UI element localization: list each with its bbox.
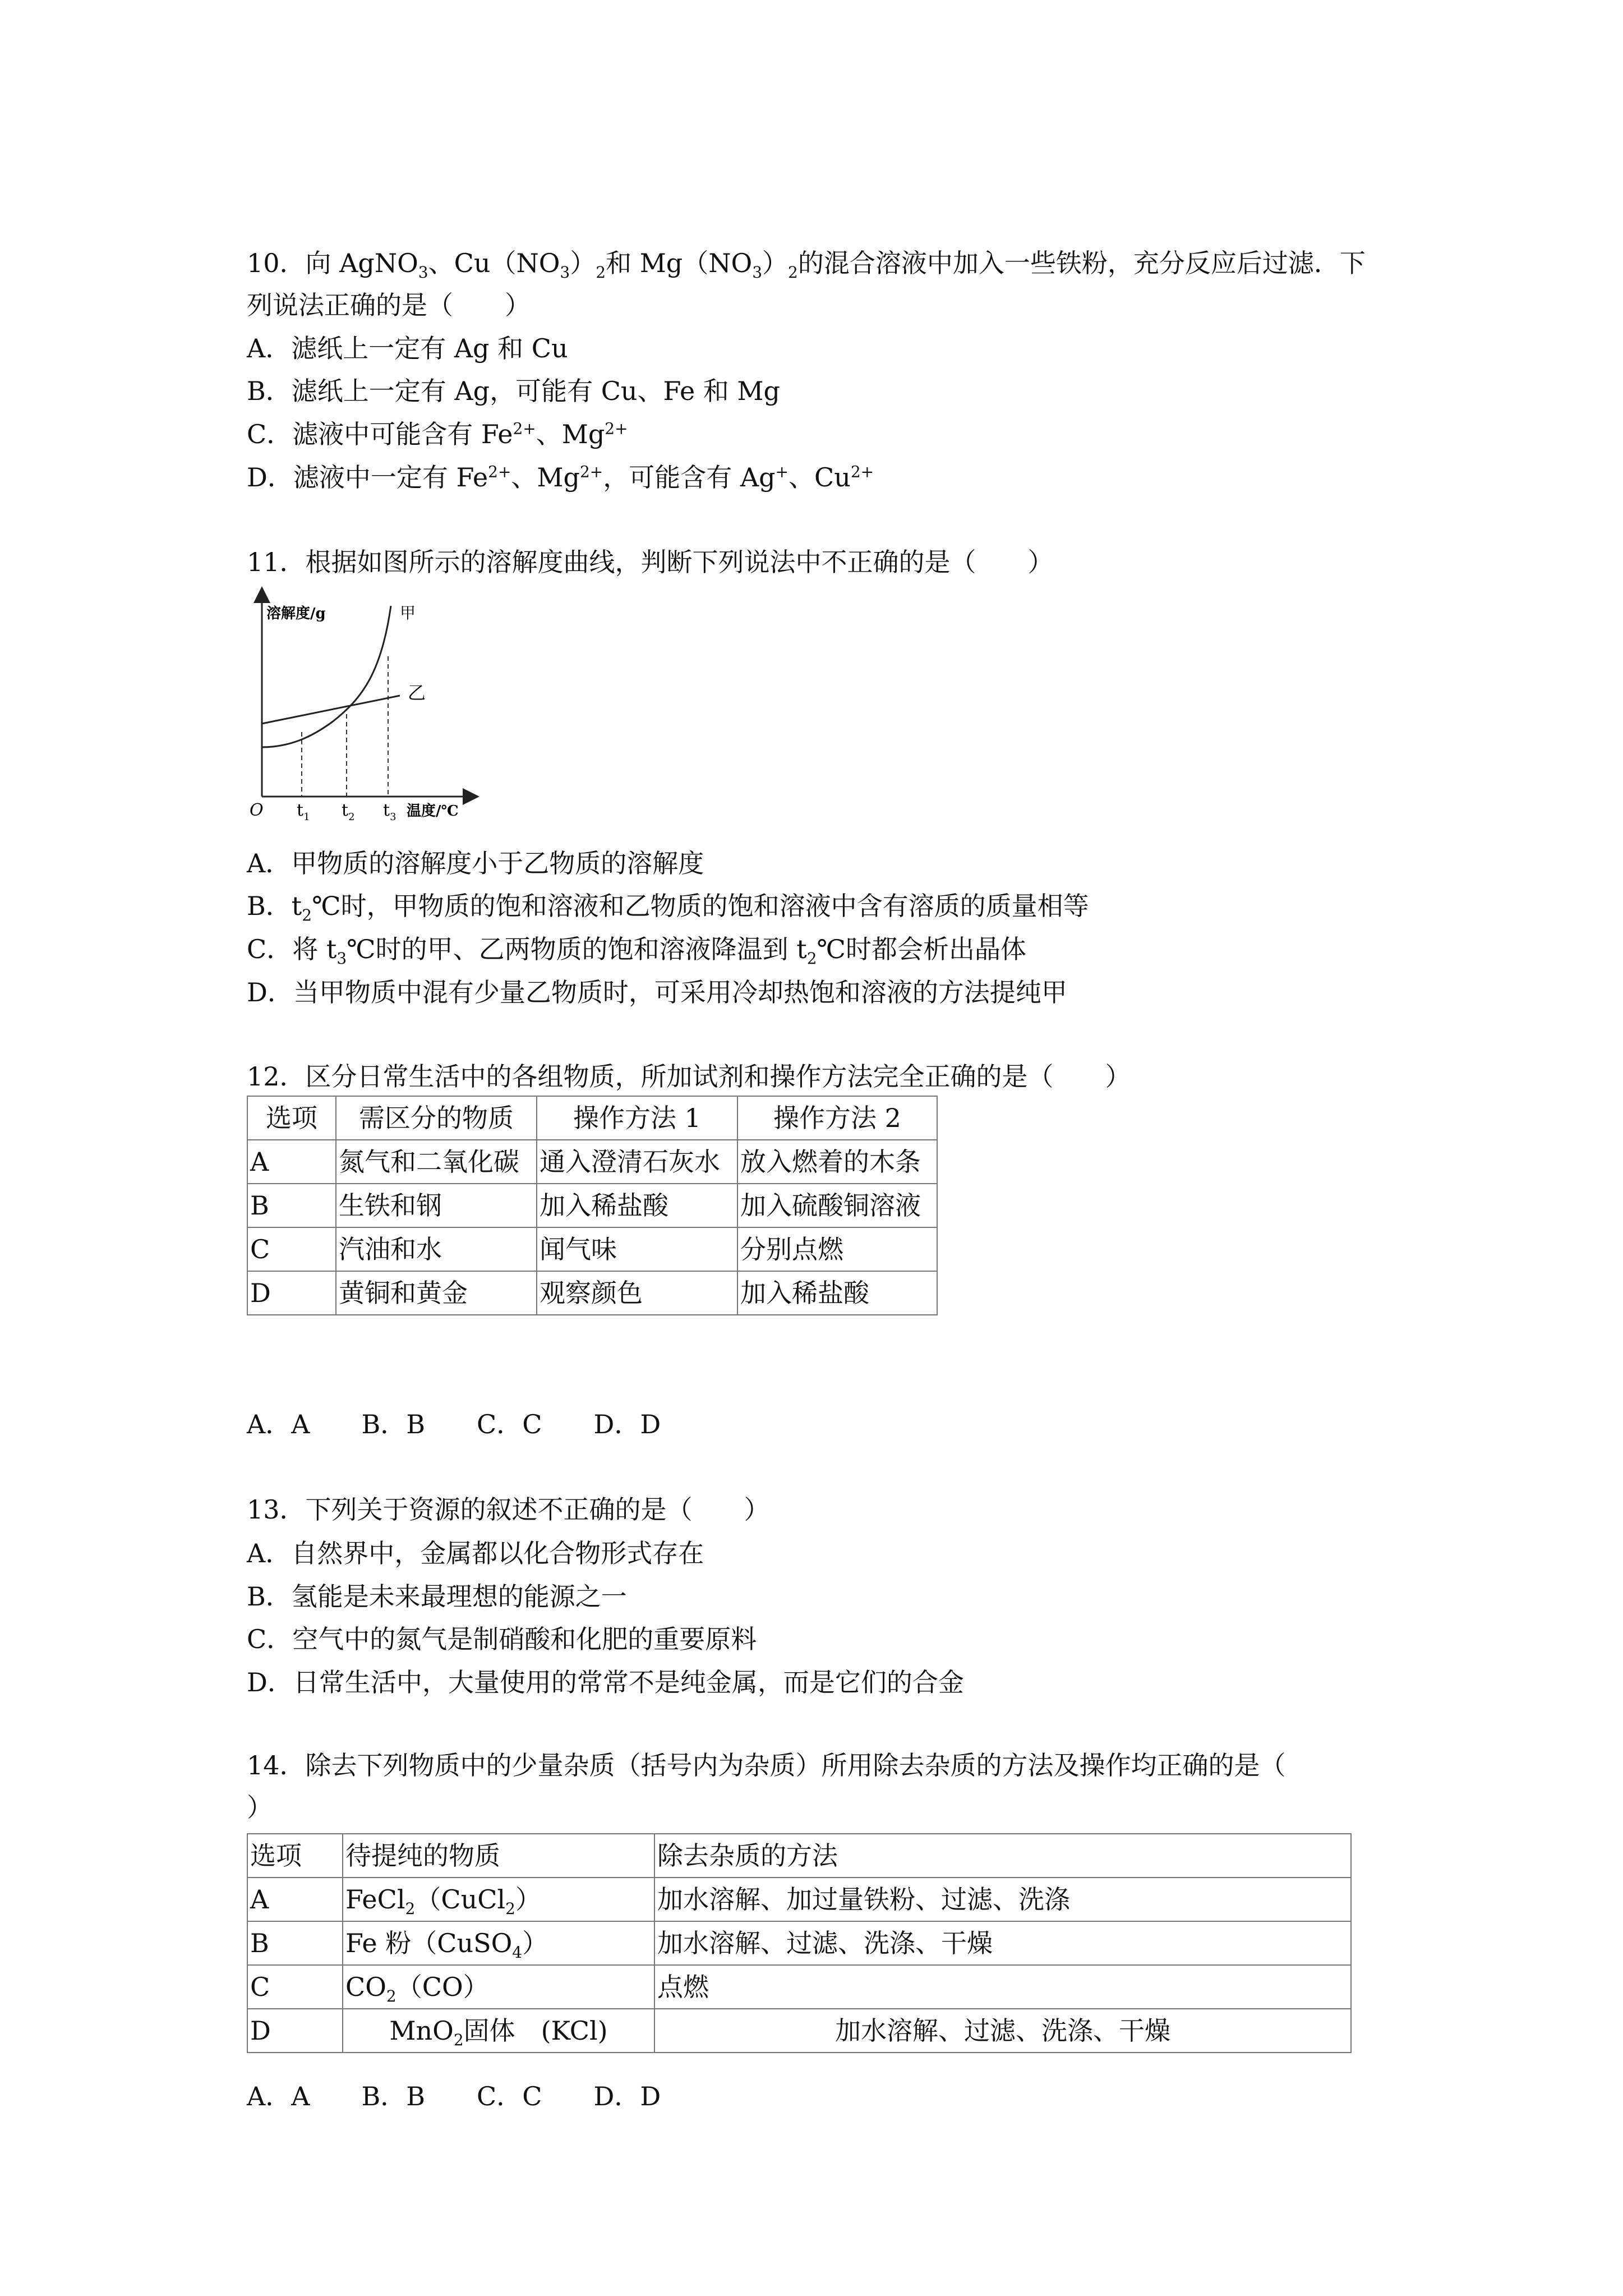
table-cell: B	[247, 1184, 336, 1227]
q12-stem: 12．区分日常生活中的各组物质，所加试剂和操作方法完全正确的是（ ）	[247, 1061, 1131, 1092]
table-row	[247, 1184, 937, 1227]
table-cell: 加入稀盐酸	[737, 1271, 937, 1315]
header-cell: 选项	[247, 1096, 336, 1140]
table-header-row	[247, 1096, 937, 1140]
header-cell: 选项	[247, 1834, 343, 1878]
table-cell: 黄铜和黄金	[336, 1271, 537, 1315]
curve-jia	[262, 606, 391, 747]
table-cell: 加水溶解、过滤、洗涤、干燥	[654, 1921, 1351, 1965]
header-cell: 需区分的物质	[336, 1096, 537, 1140]
table-row	[247, 1878, 1351, 1921]
table-cell: 点燃	[654, 1965, 1351, 2009]
table-cell: 生铁和钢	[336, 1184, 537, 1227]
y-axis-label: 溶解度/g	[266, 605, 326, 622]
solubility-curve-graph	[250, 583, 485, 836]
table-cell: D	[247, 1271, 336, 1315]
table-cell: B	[247, 1921, 343, 1965]
table-row	[247, 1271, 937, 1315]
table-cell: 汽油和水	[336, 1227, 537, 1271]
q12-table	[247, 1096, 938, 1315]
q14-stem-line1: 14．除去下列物质中的少量杂质（括号内为杂质）所用除去杂质的方法及操作均正确的是（	[247, 1750, 1286, 1780]
table-cell: 分别点燃	[737, 1227, 937, 1271]
q11-option-a: A．甲物质的溶解度小于乙物质的溶解度	[247, 848, 704, 878]
tick-t2: $t_2$	[342, 800, 355, 823]
q13-option-b: B．氢能是未来最理想的能源之一	[247, 1581, 627, 1612]
q13-option-d: D．日常生活中，大量使用的常常不是纯金属，而是它们的合金	[247, 1667, 964, 1697]
header-cell: 除去杂质的方法	[654, 1834, 1351, 1878]
q13-option-a: A．自然界中，金属都以化合物形式存在	[247, 1538, 704, 1568]
table-row	[247, 1227, 937, 1271]
table-cell: Fe 粉（CuSO$_4$）	[343, 1921, 654, 1965]
table-cell: 通入澄清石灰水	[537, 1140, 737, 1184]
table-cell: C	[247, 1965, 343, 2009]
header-cell: 操作方法 2	[737, 1096, 937, 1140]
curve-yi	[262, 696, 400, 724]
table-cell: $CO_2(CO)$	[343, 1965, 654, 2009]
q10-option-a: A．滤纸上一定有 Ag 和 Cu	[247, 333, 568, 364]
table-cell: 加水溶解、过滤、洗涤、干燥	[654, 2009, 1351, 2053]
tick-t3: $t_3$	[383, 800, 396, 823]
q10-stem-line1: 10．向 AgNO$_3$、$Cu(NO_3)_2$和 $Mg(NO_3)_2$的混合溶液中加入一些铁粉，充分反应后过滤．下	[247, 248, 1366, 282]
q10-option-c: C．滤液中可能含有 $Fe^{2+}$、$Mg^{2+}$	[247, 419, 628, 449]
q14-stem-line2: ）	[247, 1792, 273, 1823]
q10-stem-line2: 列说法正确的是（ ）	[247, 290, 531, 320]
label-yi: 乙	[408, 682, 426, 703]
tick-t1: $t_1$	[297, 800, 310, 823]
label-jia: 甲	[400, 604, 416, 622]
table-cell: A	[247, 1878, 343, 1921]
q13-stem: 13．下列关于资源的叙述不正确的是（ ）	[247, 1494, 770, 1525]
q10-option-d: D．滤液中一定有 $Fe^{2+}$、$Mg^{2+}$，可能含有 Ag+、$Cu^{2+}$	[247, 462, 874, 493]
q11-stem: 11．根据如图所示的溶解度曲线，判断下列说法中不正确的是（ ）	[247, 547, 1054, 577]
table-cell: MnO$_2$固体 (KCl)	[343, 2009, 654, 2053]
q11-option-c: C．将 $t_3℃$时的甲、乙两物质的饱和溶液降温到 $t_2℃$时都会析出晶体	[247, 934, 1027, 968]
table-cell: D	[247, 2009, 343, 2053]
table-cell: 观察颜色	[537, 1271, 737, 1315]
table-cell: 放入燃着的木条	[737, 1140, 937, 1184]
table-cell: FeCl$_2$（CuCl$_2$）	[343, 1878, 654, 1921]
q10-option-b: B．滤纸上一定有 Ag，可能有 Cu、Fe 和 Mg	[247, 376, 780, 406]
table-cell: A	[247, 1140, 336, 1184]
header-cell: 待提纯的物质	[343, 1834, 654, 1878]
q12-options: A．A B．B C．C D．D	[247, 1409, 661, 1439]
q14-options: A．A B．B C．C D．D	[247, 2081, 661, 2111]
header-cell: 操作方法 1	[537, 1096, 737, 1140]
table-row	[247, 1965, 1351, 2009]
q11-option-d: D．当甲物质中混有少量乙物质时，可采用冷却热饱和溶液的方法提纯甲	[247, 977, 1067, 1007]
x-axis-label: 温度/℃	[407, 803, 459, 820]
table-cell: C	[247, 1227, 336, 1271]
table-row	[247, 1140, 937, 1184]
origin-label: O	[250, 800, 264, 820]
table-cell: 加入稀盐酸	[537, 1184, 737, 1227]
q11-option-b: B．$t_2℃$时，甲物质的饱和溶液和乙物质的饱和溶液中含有溶质的质量相等	[247, 891, 1089, 925]
table-header-row	[247, 1834, 1351, 1878]
q14-table	[247, 1833, 1352, 2053]
table-cell: 加入硫酸铜溶液	[737, 1184, 937, 1227]
table-row	[247, 1921, 1351, 1965]
q13-option-c: C．空气中的氮气是制硝酸和化肥的重要原料	[247, 1624, 757, 1654]
table-row	[247, 2009, 1351, 2053]
table-cell: 闻气味	[537, 1227, 737, 1271]
table-cell: 加水溶解、加过量铁粉、过滤、洗涤	[654, 1878, 1351, 1921]
table-cell: 氮气和二氧化碳	[336, 1140, 537, 1184]
